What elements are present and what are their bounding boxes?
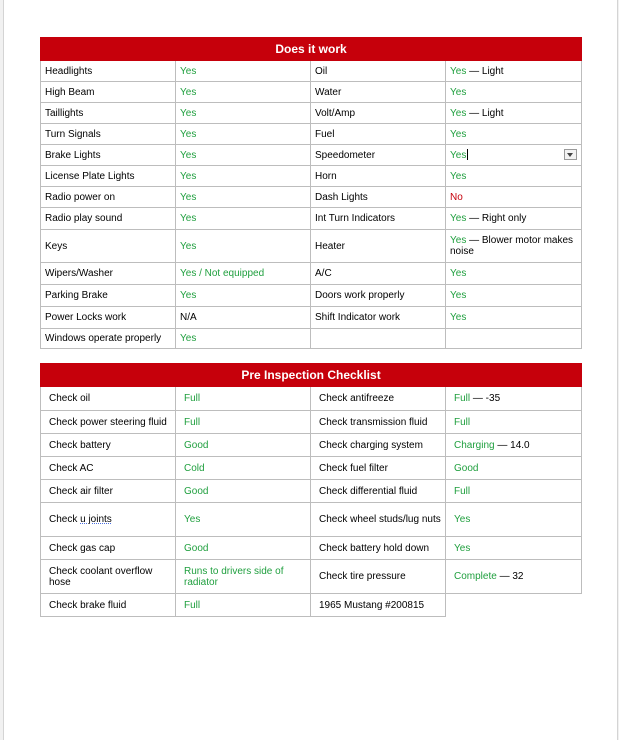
item-status[interactable]: Yes — Blower motor makes noise <box>446 230 582 263</box>
item-label <box>311 329 446 349</box>
check-label: Check oil <box>41 387 176 411</box>
item-status[interactable] <box>446 329 582 349</box>
check-result[interactable]: Yes <box>176 503 311 537</box>
item-label: Radio play sound <box>41 208 176 230</box>
check-result[interactable]: Full <box>176 411 311 434</box>
item-label: Water <box>311 82 446 103</box>
table-row <box>41 307 582 329</box>
check-result[interactable]: Complete — 32 <box>446 560 582 594</box>
does-it-work-table <box>40 37 582 349</box>
check-result[interactable]: Full — -35 <box>446 387 582 411</box>
check-result[interactable]: Good <box>446 457 582 480</box>
pre-inspection-table <box>40 363 582 617</box>
item-status[interactable]: Yes — Right only <box>446 208 582 230</box>
item-label: License Plate Lights <box>41 166 176 187</box>
item-status[interactable]: Yes <box>446 145 582 166</box>
table-row <box>41 166 582 187</box>
item-status[interactable]: Yes <box>176 166 311 187</box>
check-label: Check brake fluid <box>41 594 176 617</box>
check-result[interactable]: Runs to drivers side of radiator <box>176 560 311 594</box>
table-row <box>41 329 582 349</box>
check-label: Check u joints <box>41 503 176 537</box>
check-label: 1965 Mustang #200815 <box>311 594 446 617</box>
check-result[interactable]: Good <box>176 434 311 457</box>
check-result[interactable]: Charging — 14.0 <box>446 434 582 457</box>
item-status[interactable]: Yes <box>446 166 582 187</box>
check-label: Check antifreeze <box>311 387 446 411</box>
dropdown-arrow-icon[interactable] <box>564 149 577 160</box>
item-status[interactable]: Yes — Light <box>446 103 582 124</box>
check-label: Check charging system <box>311 434 446 457</box>
item-label: A/C <box>311 263 446 285</box>
item-status[interactable]: Yes <box>446 285 582 307</box>
table-row <box>41 411 582 434</box>
table-row <box>41 457 582 480</box>
spellcheck-underline: u joints <box>80 514 112 525</box>
item-label: Power Locks work <box>41 307 176 329</box>
table-row <box>41 208 582 230</box>
item-label: Radio power on <box>41 187 176 208</box>
item-label: Heater <box>311 230 446 263</box>
check-label: Check gas cap <box>41 537 176 560</box>
item-label: Oil <box>311 61 446 82</box>
check-result[interactable]: Full <box>176 387 311 411</box>
check-label: Check coolant overflow hose <box>41 560 176 594</box>
check-label: Check AC <box>41 457 176 480</box>
check-result[interactable]: Yes <box>446 537 582 560</box>
item-label: Brake Lights <box>41 145 176 166</box>
item-status[interactable]: Yes <box>176 329 311 349</box>
item-status[interactable]: Yes <box>176 145 311 166</box>
item-label: Wipers/Washer <box>41 263 176 285</box>
item-status[interactable]: Yes <box>176 230 311 263</box>
check-label: Check fuel filter <box>311 457 446 480</box>
item-label: Windows operate properly <box>41 329 176 349</box>
table-row <box>41 503 582 537</box>
item-label: Doors work properly <box>311 285 446 307</box>
table-row <box>41 387 582 411</box>
table-row <box>41 594 582 617</box>
check-result[interactable]: Good <box>176 537 311 560</box>
item-label: Keys <box>41 230 176 263</box>
pre-inspection-header: Pre Inspection Checklist <box>41 364 582 387</box>
table-row <box>41 537 582 560</box>
item-status[interactable]: Yes <box>446 307 582 329</box>
item-status[interactable]: Yes <box>176 285 311 307</box>
check-label: Check power steering fluid <box>41 411 176 434</box>
text-cursor <box>467 149 468 160</box>
check-label: Check differential fluid <box>311 480 446 503</box>
check-label: Check battery hold down <box>311 537 446 560</box>
item-status[interactable]: N/A <box>176 307 311 329</box>
item-status[interactable]: Yes <box>446 124 582 145</box>
check-result[interactable]: Yes <box>446 503 582 537</box>
check-result[interactable]: Full <box>446 411 582 434</box>
table-row <box>41 61 582 82</box>
check-label: Check wheel studs/lug nuts <box>311 503 446 537</box>
table-row <box>41 434 582 457</box>
item-status[interactable]: No <box>446 187 582 208</box>
check-label: Check tire pressure <box>311 560 446 594</box>
table-row <box>41 285 582 307</box>
table-row <box>41 103 582 124</box>
item-status[interactable]: Yes <box>176 187 311 208</box>
check-result[interactable]: Good <box>176 480 311 503</box>
table-row <box>41 560 582 594</box>
item-label: Int Turn Indicators <box>311 208 446 230</box>
item-label: Headlights <box>41 61 176 82</box>
table-row <box>41 263 582 285</box>
table-row <box>41 82 582 103</box>
item-label: Turn Signals <box>41 124 176 145</box>
item-label: High Beam <box>41 82 176 103</box>
item-status[interactable]: Yes <box>176 82 311 103</box>
does-it-work-header: Does it work <box>41 38 582 61</box>
item-label: Horn <box>311 166 446 187</box>
item-status[interactable]: Yes <box>176 61 311 82</box>
item-label: Fuel <box>311 124 446 145</box>
check-result[interactable]: Full <box>176 594 311 617</box>
table-row <box>41 124 582 145</box>
item-label: Dash Lights <box>311 187 446 208</box>
check-label: Check transmission fluid <box>311 411 446 434</box>
item-label: Taillights <box>41 103 176 124</box>
table-row <box>41 230 582 263</box>
item-status[interactable]: Yes <box>446 82 582 103</box>
item-label: Parking Brake <box>41 285 176 307</box>
item-status[interactable]: Yes <box>176 103 311 124</box>
item-status[interactable]: Yes <box>446 263 582 285</box>
item-status[interactable]: Yes <box>176 208 311 230</box>
item-label: Speedometer <box>311 145 446 166</box>
item-label: Volt/Amp <box>311 103 446 124</box>
check-result[interactable]: Cold <box>176 457 311 480</box>
table-row <box>41 480 582 503</box>
item-status[interactable]: Yes — Light <box>446 61 582 82</box>
item-label: Shift Indicator work <box>311 307 446 329</box>
item-status[interactable]: Yes <box>176 124 311 145</box>
table-row <box>41 187 582 208</box>
check-result[interactable]: Full <box>446 480 582 503</box>
check-label: Check air filter <box>41 480 176 503</box>
empty-cell <box>446 594 582 617</box>
check-label: Check battery <box>41 434 176 457</box>
item-status[interactable]: Yes / Not equipped <box>176 263 311 285</box>
table-row <box>41 145 582 166</box>
